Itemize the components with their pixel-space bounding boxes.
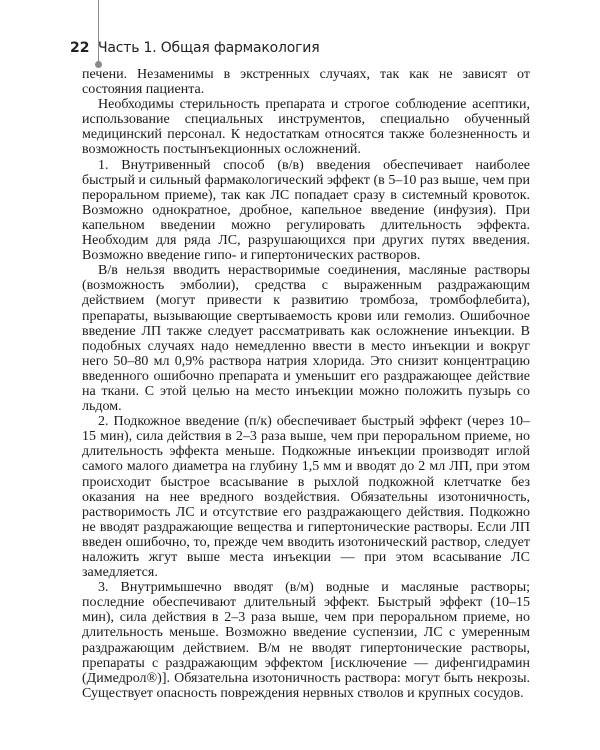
section-title: Часть 1. Общая фармакология [98, 40, 320, 56]
paragraph-continuation: печени. Незаменимы в экстренных случаях, так как не зависят от состояния пациента. [82, 67, 530, 98]
page-number: 22 [70, 40, 90, 56]
paragraph-intravenous: 1. Внутривенный способ (в/в) введения обеспечивает наиболее быстрый и сильный фармакологический эффект (в 5–10 раз выше, чем при пероральном приеме), так как ЛС попадает сразу в системный кровоток. Возможно однократное, дробное, капельное введение (инфузия). При капельном введении можно регулировать длительность эффекта. Необходим для ряда ЛС, разрушающихся при других путях введения. Возможно введение гипо- и гипертонических растворов. [82, 157, 530, 264]
paragraph-asepsis: Необходимы стерильность препарата и строгое соблюдение асептики, использование специальных инструментов, специально обученный медицинский персонал. К недостаткам относятся также болезненность и возможность постынъекционных осложнений. [82, 97, 530, 158]
paragraph-subcutaneous: 2. Подкожное введение (п/к) обеспечивает быстрый эффект (через 10–15 мин), сила действия в 2–3 раза выше, чем при пероральном приеме, но длительность эффекта меньше. Подкожные инъекции производят иглой самого малого диаметра на глубину 1,5 мм и вводят до 2 мл ЛП, при этом происходит быстрое всасывание в рыхлой подкожной клетчатке без оказания на нее вредного воздействия. Обязательны изотоничность, растворимость ЛС и отсутствие его раздражающего действия. Подкожно не вводят раздражающие вещества и гипертонические растворы. Если ЛП введен ошибочно, то, прежде чем вводить изотонический раствор, следует наложить жгут выше места инъекции — при этом всасывание ЛС замедляется. [82, 414, 530, 581]
body-text [82, 67, 530, 701]
running-head [70, 40, 319, 62]
paragraph-intramuscular: 3. Внутримышечно вводят (в/м) водные и масляные растворы; последние обеспечивают длительный эффект. Быстрый эффект (10–15 мин), сила действия в 2–3 раза выше, чем при пероральном приеме, но длительность меньше. Возможно введение суспензии, ЛС с умеренным раздражающим действием. В/м не вводят гипертонические растворы, препараты с раздражающим эффектом [исключение — дифенгидрамин (Димедрол®)]. Обязательна изотоничность раствора: могут быть некрозы. Существует опасность повреждения нервных стволов и крупных сосудов. [82, 580, 530, 701]
paragraph-intravenous-contraindications: В/в нельзя вводить нерастворимые соединения, масляные растворы (возможность эмболии), средства с выраженным раздражающим действием (могут привести к развитию тромбоза, тромбофлебита), препараты, вызывающие свертываемость крови или гемолиз. Ошибочное введение ЛП также следует рассматривать как осложнение инъекции. В подобных случаях надо немедленно ввести в место инъекции и вокруг него 50–80 мл 0,9% раствора натрия хлорида. Это снизит концентрацию введенного ошибочно препарата и уменьшит его раздражающее действие на ткани. С этой целью на место инъекции можно положить пузырь со льдом. [82, 263, 530, 415]
